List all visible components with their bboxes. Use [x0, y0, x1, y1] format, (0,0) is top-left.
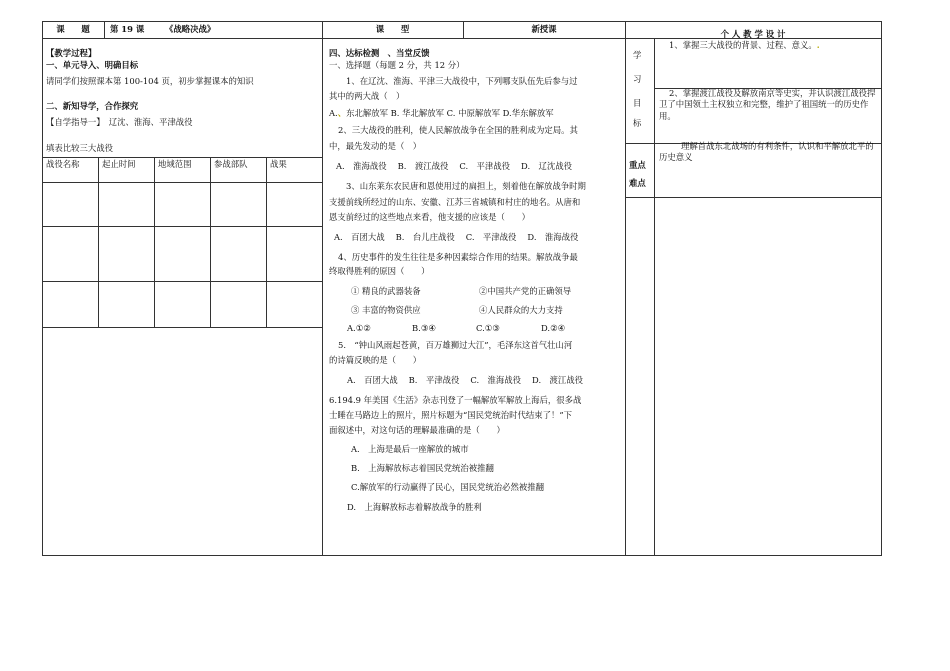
goal-label-2: 习: [633, 74, 642, 84]
choice-title: 一、选择题（每题 2 分，共 12 分）: [329, 60, 465, 70]
table-cell[interactable]: [211, 282, 267, 328]
highlight-mark: 、: [337, 108, 347, 118]
q6-option-a: A. 上海是最后一座解放的城市: [351, 444, 469, 454]
section-1-title: 一、单元导入、明确目标: [46, 60, 139, 70]
kexing-label: 课 型: [375, 24, 410, 34]
goal-label-4: 标: [633, 118, 642, 128]
table-cell[interactable]: [155, 183, 211, 227]
goal-label-3: 目: [633, 98, 642, 108]
lesson-title: 《战略决战》: [165, 24, 216, 34]
table-header: 战役名称: [43, 158, 99, 183]
table-header: 起止时间: [99, 158, 155, 183]
goal-2: 2、掌握渡江战役及解放南京等史实，并认识渡江战役捍卫了中国领土主权独立和完整，维护了祖国统一的历史作用。: [659, 88, 876, 121]
fill-table-label: 填表比较三大战役: [46, 143, 113, 153]
table-cell[interactable]: [99, 227, 155, 282]
table-cell[interactable]: [267, 282, 323, 328]
q4-option-3: ③ 丰富的物资供应: [351, 305, 421, 315]
keti-label: 课 题: [56, 24, 90, 34]
right-label-divider: [654, 38, 655, 555]
q4-line-2: 终取得胜利的原因（ ）: [329, 266, 430, 276]
frame-top: [42, 21, 882, 22]
frame-bottom: [42, 555, 882, 556]
q4-option-2: ②中国共产党的正确领导: [479, 286, 572, 296]
goal-1-text: 1、掌握三大战役的背景、过程、意义。: [669, 40, 817, 50]
design-label: 个 人 教 学 设 计: [720, 29, 786, 39]
table-row: [43, 183, 323, 227]
q4-answer-b: B.③④: [412, 323, 436, 333]
table-cell[interactable]: [43, 183, 99, 227]
table-cell[interactable]: [155, 227, 211, 282]
section-2-title: 二、新知导学，合作探究: [46, 101, 139, 111]
highlight-mark: .: [816, 40, 820, 50]
table-cell[interactable]: [43, 227, 99, 282]
q4-answer-a: A.①②: [347, 323, 371, 333]
q1-line-1: 1、在辽沈、淮海、平津三大战役中，下列哪支队伍先后参与过: [346, 76, 578, 86]
kexing-value: 新授课: [531, 24, 557, 34]
frame-right: [881, 21, 882, 555]
section-1-text: 请同学们按照课本第 100-104 页，初步掌握课本的知识: [46, 76, 254, 86]
q3-options: A. 百团大战 B. 台儿庄战役 C. 平津战役 D. 淮海战役: [334, 232, 579, 242]
table-row: [43, 227, 323, 282]
key-points-text: 理解首战东北战场的有利条件，认识和平解放北平的历史意义: [659, 141, 874, 163]
guide-1: 【自学指导一】 辽沈、淮海、平津战役: [46, 117, 193, 127]
table-cell[interactable]: [155, 282, 211, 328]
q1-options-rest: 东北解放军 B. 华北解放军 C. 中原解放军 D.华东解放军: [346, 108, 554, 118]
q1-line-2: 其中的两大战（ ）: [329, 91, 405, 101]
goal-label-1: 学: [633, 50, 642, 60]
q3-line-1: 3、山东莱东农民唐和恩使用过的扁担上，刻着他在解放战争时期: [346, 181, 586, 191]
q6-line-1: 6.194.9 年美国《生活》杂志刊登了一幅解放军解放上海后，很多战: [329, 395, 582, 405]
header-divider-1: [104, 21, 105, 38]
table-cell[interactable]: [211, 183, 267, 227]
section-4-title: 四、达标检测 、当堂反馈: [329, 48, 430, 58]
q4-option-4: ④人民群众的大力支持: [479, 305, 563, 315]
process-title: 【教学过程】: [46, 48, 97, 58]
table-row: [43, 282, 323, 328]
q3-line-2: 支援前线所经过的山东、安徽、江苏三省城镇和村庄的地名。从唐和: [329, 197, 581, 207]
q6-line-3: 面叙述中，对这句话的理解最准确的是（ ）: [329, 425, 505, 435]
table-cell[interactable]: [99, 183, 155, 227]
q2-line-1: 2、三大战役的胜利，使人民解放战争在全国的胜利成为定局。其: [338, 125, 578, 135]
q6-option-b: B. 上海解放标志着国民党统治被推翻: [351, 463, 494, 473]
battle-comparison-table: [42, 157, 323, 328]
q1-option-a: A.: [329, 108, 338, 118]
table-cell[interactable]: [267, 183, 323, 227]
q2-options: A. 淮海战役 B. 渡江战役 C. 平津战役 D. 辽沈战役: [336, 161, 572, 171]
q4-answer-d: D.②④: [541, 323, 566, 333]
table-cell[interactable]: [211, 227, 267, 282]
q5-line-2: 的诗篇反映的是（ ）: [329, 355, 422, 365]
q5-line-1: 5. “钟山风雨起苍黄，百万雄狮过大江”，毛泽东这首气壮山河: [338, 340, 573, 350]
q3-line-3: 恩支前经过的这些地点来看，他支援的应该是（ ）: [329, 212, 530, 222]
table-header: 地域范围: [155, 158, 211, 183]
table-header: 战果: [267, 158, 323, 183]
q4-option-1: ① 精良的武器装备: [351, 286, 421, 296]
q1-options: [329, 108, 554, 119]
key-label-1: 重点: [629, 160, 646, 170]
column-divider-right: [625, 21, 626, 555]
table-cell[interactable]: [99, 282, 155, 328]
q5-options: A. 百团大战 B. 平津战役 C. 淮海战役 D. 渡江战役: [347, 375, 583, 385]
table-header: 参战部队: [211, 158, 267, 183]
goal-1: [669, 40, 820, 51]
table-cell[interactable]: [267, 227, 323, 282]
q6-line-2: 士睡在马路边上的照片，照片标题为“国民党统治时代结束了！”下: [329, 410, 573, 420]
lesson-number: 第 19 课: [110, 24, 145, 34]
q6-option-c: C.解放军的行动赢得了民心，国民党统治必然被推翻: [351, 482, 545, 492]
q4-answer-c: C.①③: [476, 323, 500, 333]
right-row-line-3: [625, 197, 881, 198]
table-cell[interactable]: [43, 282, 99, 328]
q6-option-d: D. 上海解放标志着解放战争的胜利: [347, 502, 482, 512]
q4-line-1: 4、历史事件的发生往往是多种因素综合作用的结果。解放战争最: [338, 252, 578, 262]
q2-line-2: 中，最先发动的是（ ）: [329, 141, 422, 151]
key-label-2: 难点: [629, 178, 646, 188]
